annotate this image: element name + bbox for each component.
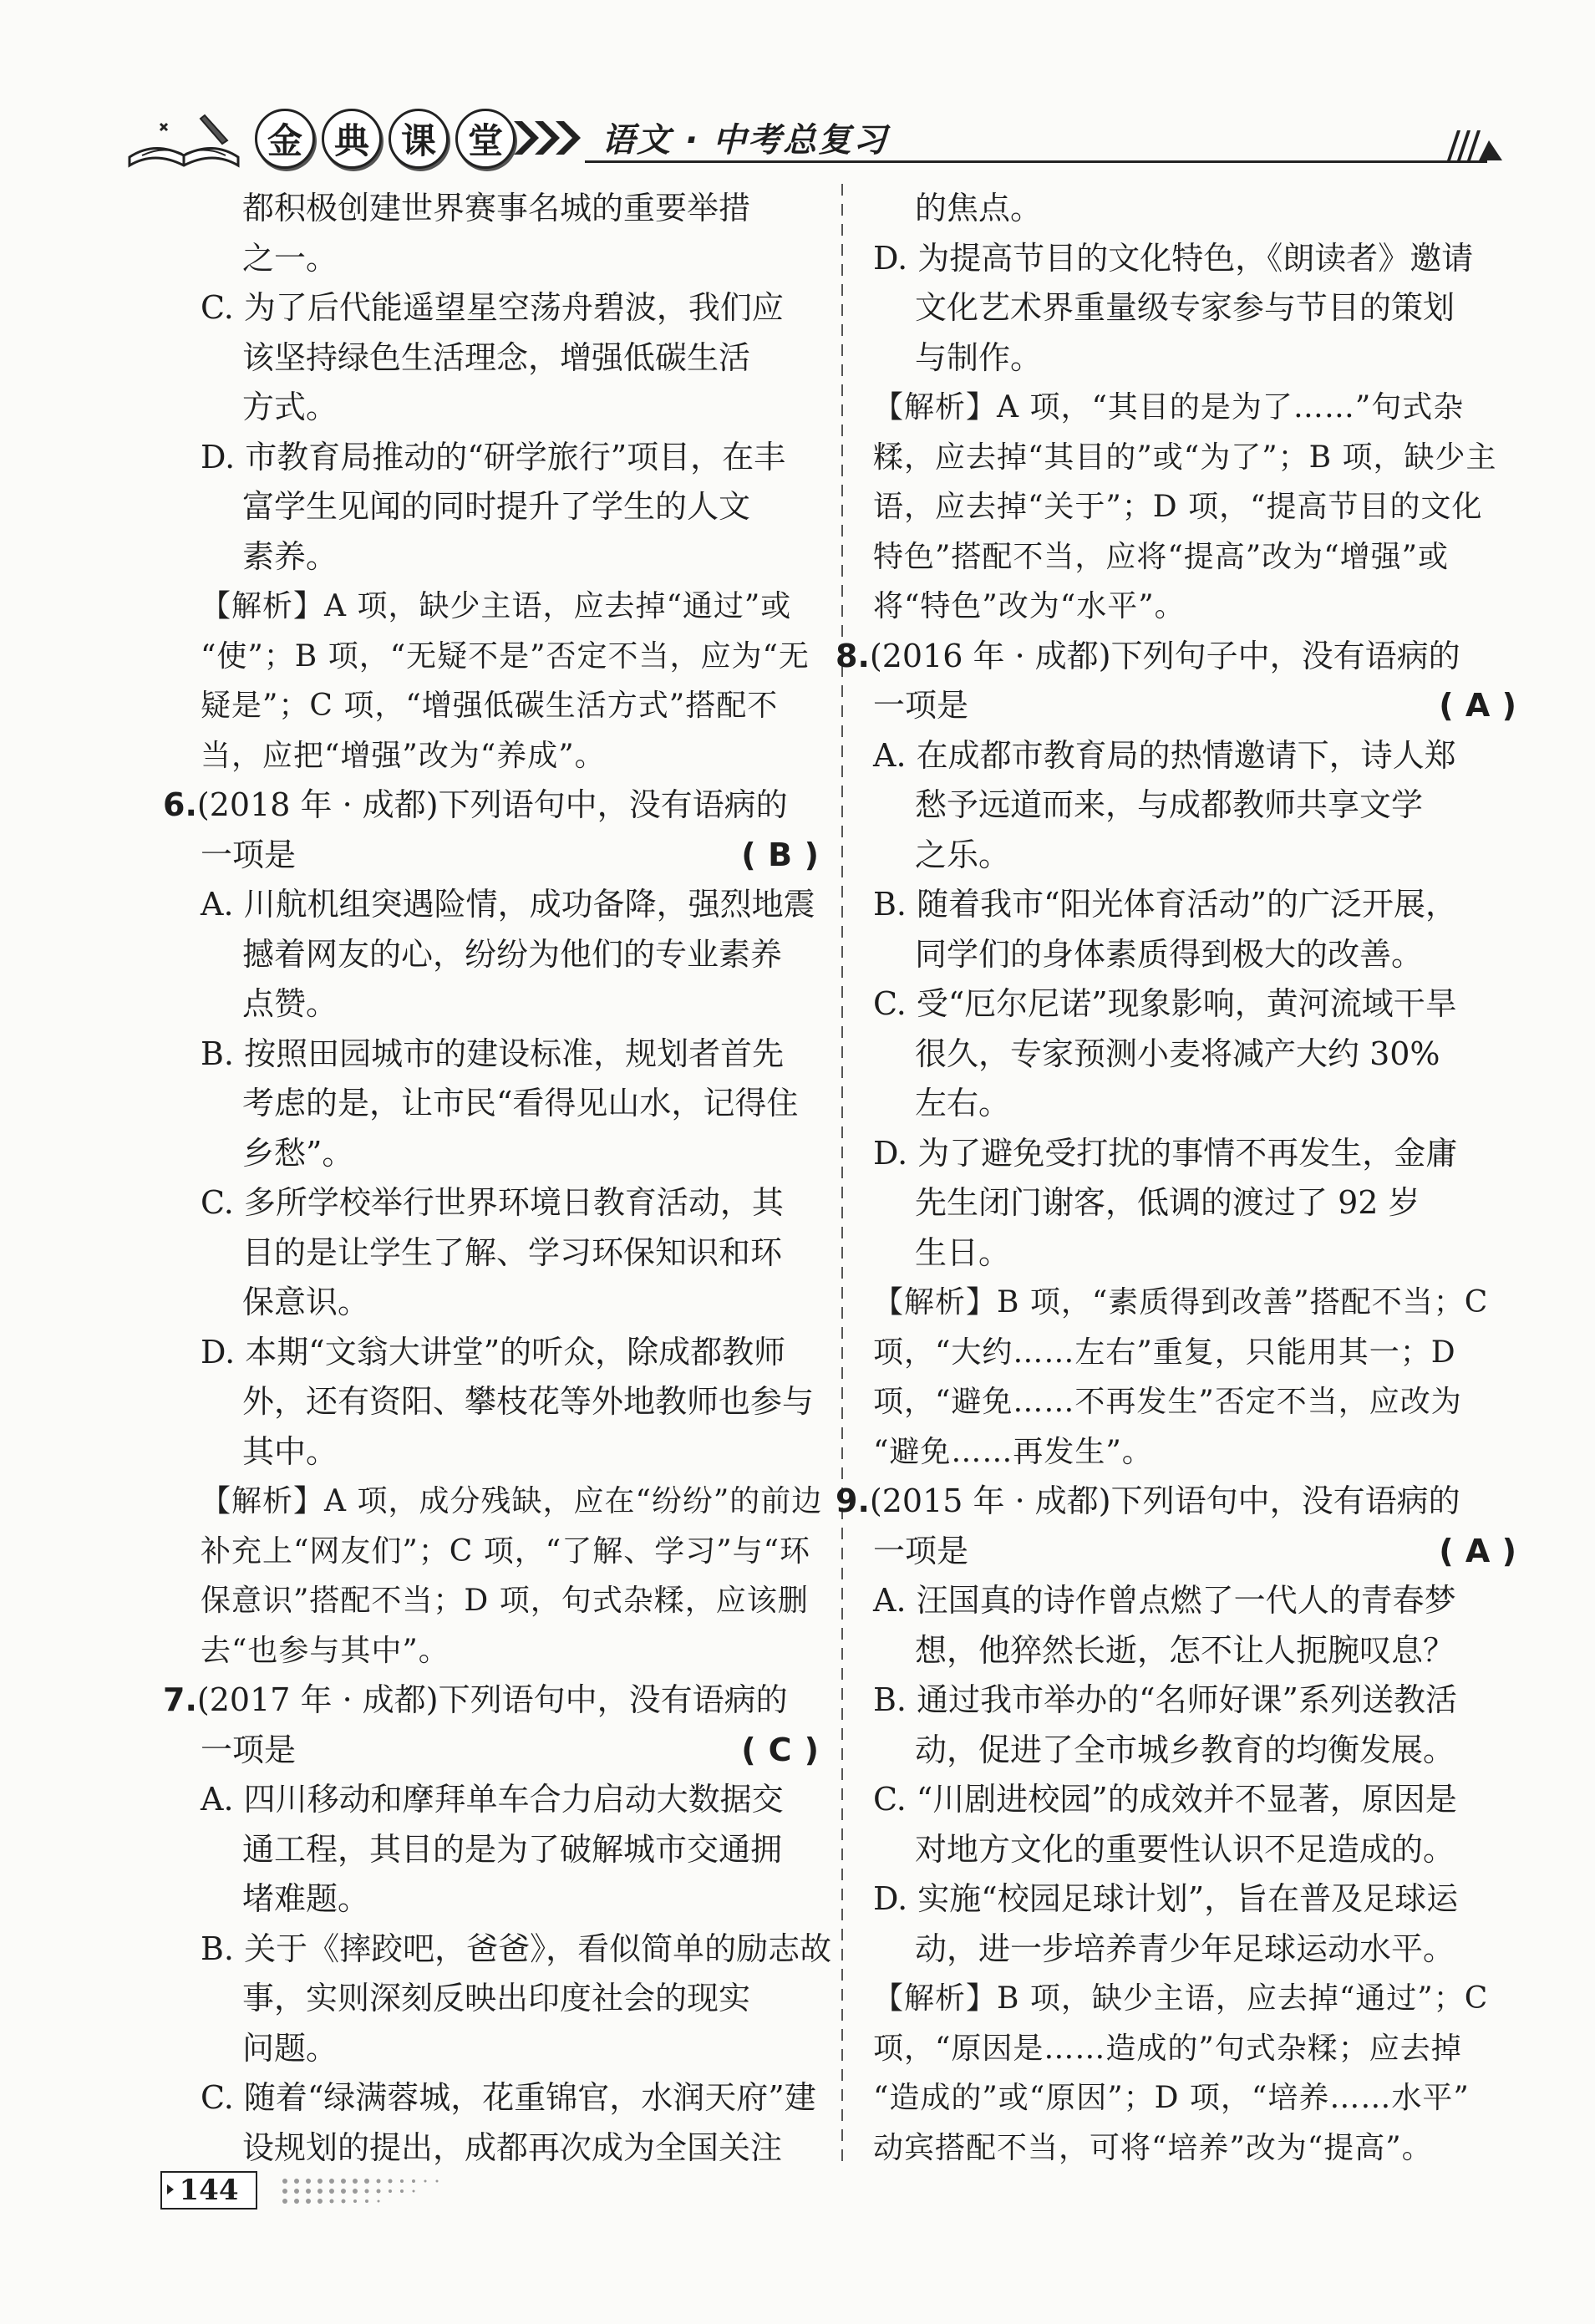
line-text: 该坚持绿色生活理念，增强低碳生活 [242,338,751,376]
text-line [201,1079,819,1129]
analysis-line [201,1576,819,1626]
line-text: 堵难题。 [242,1880,370,1917]
text-line [873,234,1516,284]
analysis-line [201,1527,819,1577]
line-text: 当，应把“增强”改为“养成”。 [201,738,606,773]
text-line [201,2073,819,2123]
text-line [873,1676,1516,1726]
text-line [201,482,819,532]
line-text: D. 市教育局推动的“研学旅行”项目，在丰 [201,438,786,475]
question-stem-line [201,1726,819,1776]
text-line [201,979,819,1030]
line-text: 保意识”搭配不当；D 项，句式杂糅，应该删 [201,1584,809,1618]
answer-letter: A [1465,687,1491,724]
text-line [201,383,819,433]
analysis-line [873,2024,1516,2074]
question-heading [836,1477,1516,1527]
question-stem-line [873,1527,1516,1577]
text-line [873,1925,1516,1975]
text-line [873,1726,1516,1776]
text-line [201,532,819,582]
text-line [201,2024,819,2074]
page-number [160,2171,257,2210]
text-line [201,1377,819,1427]
analysis-line [201,681,819,731]
text-line [873,1626,1516,1676]
answer-letter: B [768,836,793,873]
analysis-line [201,582,819,632]
analysis-line [873,1377,1516,1427]
question-number: 8. [836,637,870,674]
question-heading [163,1676,819,1726]
text-line [201,880,819,930]
text-line [201,2123,819,2174]
subject-title: 语文 · 中考总复习 [602,121,889,160]
text-line [873,1178,1516,1228]
question-stem-line [873,681,1516,731]
line-text: C. 为了后代能遥望星空荡舟碧波，我们应 [201,289,784,326]
question-number: 7. [163,1681,197,1718]
line-text: 保意识。 [242,1284,370,1320]
line-text: 文化艺术界重量级专家参与节目的策划 [915,289,1455,326]
text-line [873,1030,1516,1080]
brand-char: 金 [255,109,315,169]
chevrons-right-icon [510,117,585,159]
analysis-line [201,1477,823,1527]
line-text: B. 随着我市“阳光体育活动”的广泛开展， [873,886,1457,923]
line-text: C. 受“厄尔尼诺”现象影响，黄河流域干旱 [873,985,1457,1022]
text-line [201,1775,819,1825]
line-text: 通工程，其目的是为了破解城市交通拥 [242,1830,783,1868]
answer-bracket: ( B ) [741,831,819,881]
text-line [201,1427,819,1477]
line-text: A. 川航机组突遇险情，成功备降，强烈地震 [201,886,815,923]
line-text: B. 按照田园城市的建设标准，规划者首先 [201,1035,785,1072]
line-text: A. 汪国真的诗作曾点燃了一代人的青春梦 [873,1582,1456,1619]
text-line [873,979,1516,1030]
text-line [873,930,1516,980]
analysis-line [873,2123,1516,2174]
line-text: 之一。 [242,239,338,277]
line-text: D. 为了避免受打扰的事情不再发生，金庸 [873,1134,1458,1172]
dot-pattern-decoration [280,2175,497,2204]
line-text: (2016 年 · 成都)下列句子中，没有语病的 [869,637,1460,674]
line-text: 都积极创建世界赛事名城的重要举措 [242,190,751,226]
line-text: 【解析】B 项，“素质得到改善”搭配不当；C [873,1285,1489,1320]
line-text: 先生闭门谢客，低调的渡过了 92 岁 [915,1184,1420,1221]
analysis-line [201,731,819,781]
line-text: 动宾搭配不当，可将“培养”改为“提高”。 [873,2130,1433,2165]
line-text: 左右。 [915,1085,1011,1121]
text-line [201,433,819,483]
analysis-line [873,433,1516,483]
line-text: B. 通过我市举办的“名师好课”系列送教活 [873,1681,1457,1718]
question-heading [163,781,819,831]
page-number-text: 144 [179,2174,239,2207]
line-text: 动，进一步培养青少年足球运动水平。 [915,1930,1455,1967]
answer-letter: C [768,1731,792,1768]
line-text: 乡愁”。 [242,1134,354,1172]
text-line [873,781,1516,831]
line-text: 问题。 [242,2029,338,2067]
text-line [873,1228,1516,1279]
line-text: 方式。 [242,389,338,425]
left-column [163,184,832,2173]
line-text: 将“特色”改为“水平”。 [873,589,1186,623]
analysis-line [873,2073,1516,2123]
line-text: 糅，应去掉“其目的”或“为了”；B 项，缺少主 [873,440,1497,475]
text-line [201,1228,819,1279]
line-text: 的焦点。 [915,190,1043,226]
text-line [873,731,1516,781]
text-line [201,1129,819,1179]
line-text: 之乐。 [915,836,1011,873]
text-line [873,283,1516,333]
line-text: (2017 年 · 成都)下列语句中，没有语病的 [196,1681,788,1718]
text-line [201,234,819,284]
answer-letter: A [1465,1532,1491,1569]
analysis-line [873,1974,1516,2024]
line-text: 项，“大约……左右”重复，只能用其一；D [873,1335,1456,1370]
text-line [873,1874,1516,1925]
text-line [873,1825,1516,1875]
analysis-line [873,582,1516,632]
line-text: 【解析】A 项，成分残缺，应在“纷纷”的前边 [201,1484,823,1518]
line-text: 一项是 [201,1731,297,1768]
line-text: B. 关于《摔跤吧，爸爸》，看似简单的励志故 [201,1930,832,1967]
text-line [201,1030,819,1080]
line-text: 动，促进了全市城乡教育的均衡发展。 [915,1731,1455,1768]
line-text: D. 本期“文翁大讲堂”的听众，除成都教师 [201,1333,786,1370]
answer-bracket: ( A ) [1439,1527,1516,1577]
line-text: C. 多所学校举行世界环境日教育活动，其 [201,1184,784,1221]
brand-logo [255,109,516,169]
line-text: 疑是”；C 项，“增强低碳生活方式”搭配不 [201,689,779,723]
text-line [201,1974,819,2024]
line-text: 对地方文化的重要性认识不足造成的。 [915,1830,1455,1868]
text-line [873,1129,1516,1179]
line-text: “避免……再发生”。 [873,1434,1153,1469]
brand-char: 典 [322,109,382,169]
analysis-line [873,1328,1516,1378]
answer-bracket: ( C ) [741,1726,819,1776]
column-divider [830,184,855,2164]
line-text: 项，“原因是……造成的”句式杂糅；应去掉 [873,2031,1462,2066]
line-text: 富学生见闻的同时提升了学生的人文 [242,488,751,525]
analysis-line [201,632,819,682]
line-text: 很久，专家预测小麦将减产大约 30% [915,1035,1440,1072]
line-text: 项，“避免……不再发生”否定不当，应改为 [873,1385,1462,1419]
text-line [201,333,819,384]
right-column [836,184,1516,2173]
header-rule [585,160,1487,163]
line-text: (2018 年 · 成都)下列语句中，没有语病的 [196,786,788,823]
line-text: 其中。 [242,1432,338,1470]
line-text: 【解析】A 项，缺少主语，应去掉“通过”或 [201,589,792,623]
line-text: 【解析】B 项，缺少主语，应去掉“通过”；C [873,1981,1489,2016]
text-line [873,1775,1516,1825]
line-text: 目的是让学生了解、学习环保知识和环 [242,1233,783,1271]
line-text: A. 四川移动和摩拜单车合力启动大数据交 [201,1781,784,1818]
line-text: 外，还有资阳、攀枝花等外地教师也参与 [242,1383,815,1420]
text-line [201,1925,832,1975]
text-line [873,880,1516,930]
line-text: 撼着网友的心，纷纷为他们的专业素养 [242,935,783,973]
line-text: 点赞。 [242,985,338,1022]
text-line [201,1278,819,1328]
text-line [201,1328,819,1378]
text-line [873,333,1516,384]
text-line [201,1178,819,1228]
analysis-line [873,482,1516,532]
question-heading [836,632,1516,682]
line-text: 【解析】A 项，“其目的是为了……”句式杂 [873,390,1465,425]
line-text: “使”；B 项，“无疑不是”否定不当，应为“无 [201,638,810,674]
header-decoration-icon [1445,124,1504,162]
line-text: 想，他猝然长逝，怎不让人扼腕叹息？ [915,1631,1455,1669]
text-line [873,831,1516,881]
line-text: 一项是 [873,687,969,724]
line-text: 考虑的是，让市民“看得见山水，记得住 [242,1085,799,1121]
question-number: 6. [163,786,197,823]
line-text: 愁予远道而来，与成都教师共享文学 [915,786,1424,823]
analysis-line [201,1626,819,1676]
line-text: A. 在成都市教育局的热情邀请下，诗人郑 [873,736,1456,774]
line-text: “造成的”或“原因”；D 项，“培养……水平” [873,2081,1470,2115]
line-text: 素养。 [242,537,338,575]
line-text: 去“也参与其中”。 [201,1633,450,1668]
text-line [201,1874,819,1925]
line-text: 语，应去掉“关于”；D 项，“提高节目的文化 [873,490,1483,524]
line-text: 补充上“网友们”；C 项，“了解、学习”与“环 [201,1533,811,1569]
line-text: D. 为提高节目的文化特色，《朗读者》邀请 [873,239,1474,277]
open-book-icon [125,107,242,174]
analysis-line [873,1427,1516,1477]
line-text: C. 随着“绿满蓉城，花重锦官，水润天府”建 [201,2079,816,2116]
line-text: C. “川剧进校园”的成效并不显著，原因是 [873,1781,1457,1818]
text-line [873,1576,1516,1626]
analysis-line [873,532,1516,582]
triangle-icon [167,2184,174,2194]
line-text: 同学们的身体素质得到极大的改善。 [915,935,1424,973]
line-text: (2015 年 · 成都)下列语句中，没有语病的 [869,1482,1460,1519]
line-text: 一项是 [201,836,297,873]
page-header [117,92,1521,184]
text-line [201,184,819,234]
text-line [873,1079,1516,1129]
question-number: 9. [836,1482,870,1519]
line-text: D. 实施“校园足球计划”，旨在普及足球运 [873,1880,1459,1917]
question-stem-line [201,831,819,881]
line-text: 设规划的提出，成都再次成为全国关注 [242,2128,783,2166]
answer-bracket: ( A ) [1439,681,1516,731]
text-line [873,184,1516,234]
line-text: 一项是 [873,1532,969,1569]
line-text: 特色”搭配不当，应将“提高”改为“增强”或 [873,539,1450,574]
text-line [201,930,819,980]
line-text: 生日。 [915,1233,1011,1271]
analysis-line [873,383,1516,433]
line-text: 事，实则深刻反映出印度社会的现实 [242,1980,751,2016]
text-line [201,283,819,333]
analysis-line [873,1278,1516,1328]
line-text: 与制作。 [915,338,1043,376]
text-line [201,1825,819,1875]
brand-char: 堂 [455,109,516,169]
brand-char: 课 [389,109,449,169]
